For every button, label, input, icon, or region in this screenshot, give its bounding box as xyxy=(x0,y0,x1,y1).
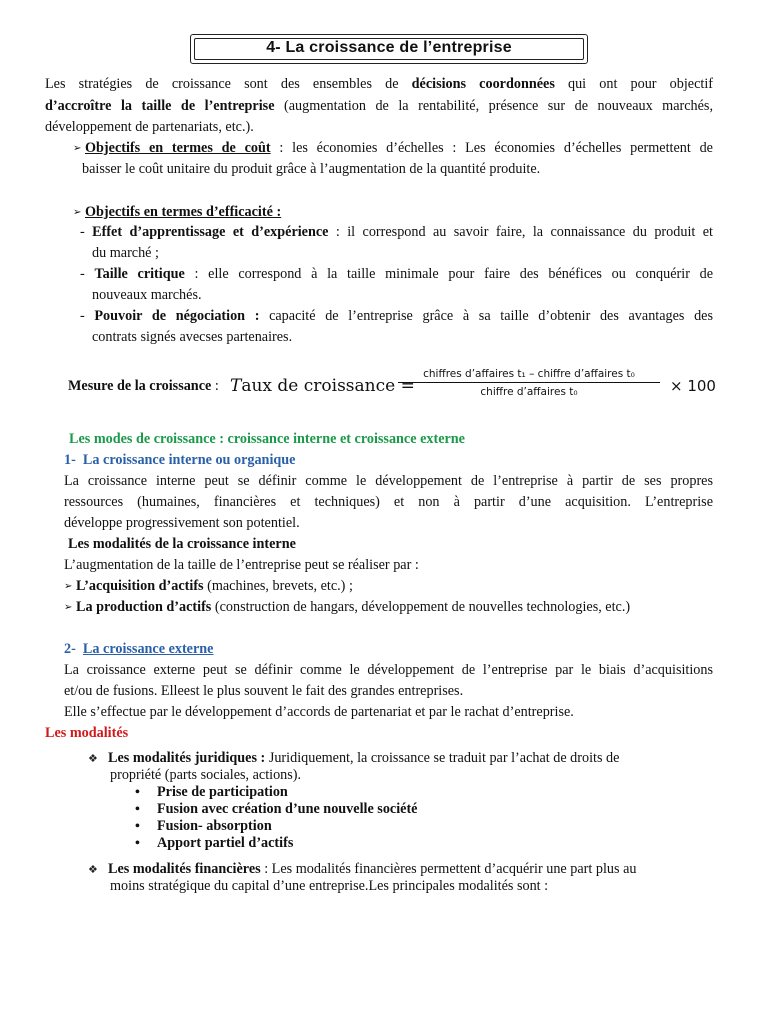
interne-modalites-intro: L’augmentation de la taille de l’entreprise peut se réaliser par : xyxy=(64,557,419,573)
growth-formula xyxy=(68,368,728,408)
arrow-bullet-icon: ➢ xyxy=(73,143,82,154)
externe-p-3: Elle s’effectue par le développement d’accords de partenariat et par le rachat d’entreprise. xyxy=(64,704,574,720)
interne-modalites-heading: Les modalités de la croissance interne xyxy=(68,536,296,552)
intro-emphasis-2: d’accroître la taille de l’entreprise xyxy=(45,98,275,114)
intro-line-2: d’accroître la taille de l’entreprise (augmentation de la rentabilité, présence sur de nouveaux marchés, xyxy=(45,98,713,114)
juridiques-item: • Fusion- absorption xyxy=(135,818,272,834)
formula-lhs: Taux de croissance = xyxy=(230,376,415,396)
efficacite-item-2: - Taille critique : elle correspond à la taille minimale pour faire des bénéfices ou conquérir de xyxy=(80,266,714,282)
interne-heading: 1- La croissance interne ou organique xyxy=(64,452,296,468)
diamond-bullet-icon: ❖ xyxy=(88,864,98,876)
formula-multiplier: × 100 xyxy=(670,377,716,395)
juridiques-item: • Prise de participation xyxy=(135,784,288,800)
juridiques-line-1: ❖ Les modalités juridiques : Juridiquement, la croissance se traduit par l’achat de droits de xyxy=(88,750,620,766)
dot-bullet-icon: • xyxy=(135,819,140,834)
cout-label: Objectifs en termes de coût xyxy=(85,140,271,156)
dot-bullet-icon: • xyxy=(135,802,140,817)
interne-modalite-1: ➢ L’acquisition d’actifs (machines, brevets, etc.) ; xyxy=(64,578,353,594)
financieres-line-1: ❖ Les modalités financières : Les modalités financières permettent d’acquérir une part plus au xyxy=(88,861,637,877)
externe-p-2: et/ou de fusions. Elleest le plus souvent le fait des grandes entreprises. xyxy=(64,683,464,699)
formula-label: Mesure de la croissance : xyxy=(68,378,219,394)
efficacite-item-2-cont: nouveaux marchés. xyxy=(92,287,202,303)
juridiques-item: • Fusion avec création d’une nouvelle société xyxy=(135,801,418,817)
juridiques-line-2: propriété (parts sociales, actions). xyxy=(110,767,302,783)
efficacite-item-3: - Pouvoir de négociation : capacité de l’entreprise grâce à sa taille d’obtenir des avantages des xyxy=(80,308,713,324)
formula-numerator: chiffres d’affaires t₁ – chiffre d’affaires t₀ xyxy=(398,368,660,383)
interne-modalite-2: ➢ La production d’actifs (construction de hangars, développement de nouvelles technologies, etc.) xyxy=(64,599,631,615)
cout-line-1: ➢ Objectifs en termes de coût : les économies d’échelles : Les économies d’échelles permettent de xyxy=(73,140,713,156)
title-box xyxy=(190,34,588,64)
interne-p-1: La croissance interne peut se définir comme le développement de l’entreprise à partir de ses propres xyxy=(64,473,713,489)
intro-line-3: développement de partenariats, etc.). xyxy=(45,119,254,135)
intro-line-1: Les stratégies de croissance sont des ensembles de décisions coordonnées qui ont pour objectif xyxy=(45,76,713,92)
intro-emphasis-1: décisions coordonnées xyxy=(411,76,555,92)
efficacite-item-1-cont: du marché ; xyxy=(92,245,159,261)
dot-bullet-icon: • xyxy=(135,785,140,800)
dot-bullet-icon: • xyxy=(135,836,140,851)
arrow-bullet-icon: ➢ xyxy=(64,581,73,592)
financieres-line-2: moins stratégique du capital d’une entreprise.Les principales modalités sont : xyxy=(110,878,549,894)
interne-p-2: ressources (humaines, financières et techniques) et non à partir d’une acquisition. L’entreprise xyxy=(64,494,713,510)
arrow-bullet-icon: ➢ xyxy=(73,207,82,218)
cout-line-2: baisser le coût unitaire du produit grâce à l’augmentation de la quantité produite. xyxy=(82,161,541,177)
formula-fraction xyxy=(398,368,660,398)
formula-denominator: chiffre d’affaires t₀ xyxy=(480,386,578,398)
arrow-bullet-icon: ➢ xyxy=(64,602,73,613)
externe-p-1: La croissance externe peut se définir comme le développement de l’entreprise par le biais d’acquisitions xyxy=(64,662,713,678)
interne-p-3: développe progressivement son potentiel. xyxy=(64,515,300,531)
efficacite-item-1: - Effet d’apprentissage et d’expérience : il correspond au savoir faire, la connaissance du produit et xyxy=(80,224,713,240)
diamond-bullet-icon: ❖ xyxy=(88,753,98,765)
page-title: 4- La croissance de l’entreprise xyxy=(266,39,512,56)
juridiques-item: • Apport partiel d’actifs xyxy=(135,835,294,851)
modalites-heading: Les modalités xyxy=(45,725,129,741)
modes-heading: Les modes de croissance : croissance interne et croissance externe xyxy=(69,431,465,447)
externe-heading: 2- La croissance externe xyxy=(64,641,214,657)
efficacite-item-3-cont: contrats signés avecses partenaires. xyxy=(92,329,293,345)
efficacite-heading: ➢ Objectifs en termes d’efficacité : xyxy=(73,204,282,220)
